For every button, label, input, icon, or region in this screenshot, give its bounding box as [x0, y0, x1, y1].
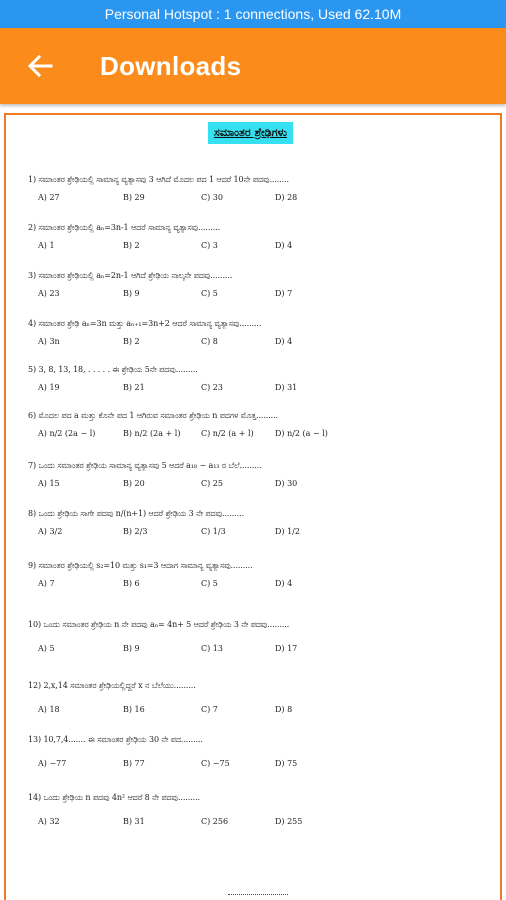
option-b: B) n/2 (2a + l) — [123, 429, 181, 438]
answer-options — [28, 241, 488, 251]
answer-options — [28, 759, 488, 769]
answer-options — [28, 289, 488, 299]
question-item — [28, 271, 488, 299]
app-bar — [0, 28, 506, 104]
option-a: A) 7 — [38, 579, 55, 588]
question-text: 12) 2,x,14 ಸಮಾಂತರ ಶ್ರೇಢಿಯಲ್ಲಿದ್ದರೆ x ನ ಬೆಲೆಯು......... — [28, 681, 196, 690]
option-d: D) 4 — [275, 579, 293, 588]
question-item — [28, 223, 488, 251]
answer-options — [28, 193, 488, 203]
option-b: B) 6 — [123, 579, 140, 588]
option-d: D) n/2 (a − l) — [275, 429, 328, 438]
option-b: B) 2/3 — [123, 527, 148, 536]
option-c: C) 256 — [201, 817, 229, 826]
answer-options — [28, 527, 488, 537]
answer-options — [28, 579, 488, 589]
question-text: 8) ಒಂದು ಶ್ರೇಢಿಯ ಸಾಗೇ ಪದವು n/(n+1) ಆದರೆ ಶ್ರೇಢಿಯ 3 ನೇ ಪದವು......... — [28, 509, 245, 518]
option-a: A) 23 — [38, 289, 60, 298]
option-c: C) 5 — [201, 289, 218, 298]
option-c: C) 1/3 — [201, 527, 226, 536]
question-item — [28, 175, 488, 203]
option-b: B) 77 — [123, 759, 145, 768]
option-b: B) 2 — [123, 241, 140, 250]
question-text: 10) ಒಂದು ಸಮಾಂತರ ಶ್ರೇಢಿಯ n ನೇ ಪದವು aₙ= 4n+ 5 ಆದರೆ ಶ್ರೇಢಿಯ 3 ನೇ ಪದವು......... — [28, 620, 290, 629]
question-text: 13) 10,7,4....... ಈ ಸಮಾಂತರ ಶ್ರೇಢಿಯ 30 ನೇ ಪದ......... — [28, 735, 203, 744]
option-a: A) 5 — [38, 644, 55, 653]
option-c: C) 3 — [201, 241, 218, 250]
question-item — [28, 561, 488, 589]
option-a: A) 15 — [38, 479, 60, 488]
option-b: B) 9 — [123, 644, 140, 653]
option-a: A) 3n — [38, 337, 60, 346]
status-bar-text: Personal Hotspot : 1 connections, Used 62.10M — [104, 6, 402, 22]
option-a: A) 3/2 — [38, 527, 63, 536]
answer-options — [28, 817, 488, 827]
option-a: A) n/2 (2a − l) — [38, 429, 96, 438]
status-bar — [0, 0, 506, 28]
option-d: D) 1/2 — [275, 527, 300, 536]
answer-options — [28, 383, 488, 393]
option-a: A) 19 — [38, 383, 60, 392]
question-item — [28, 681, 488, 715]
document-heading: ಸಮಾಂತರ ಶ್ರೇಢಿಗಳು — [208, 122, 293, 144]
question-item — [28, 735, 488, 769]
option-c: C) n/2 (a + l) — [201, 429, 254, 438]
option-b: B) 2 — [123, 337, 140, 346]
option-c: C) 30 — [201, 193, 223, 202]
document-page[interactable] — [4, 113, 502, 900]
question-item — [28, 793, 488, 827]
option-b: B) 31 — [123, 817, 145, 826]
answer-options — [28, 644, 488, 654]
option-c: C) 5 — [201, 579, 218, 588]
option-b: B) 9 — [123, 289, 140, 298]
option-c: C) 25 — [201, 479, 223, 488]
question-item — [28, 319, 488, 347]
option-d: D) 7 — [275, 289, 293, 298]
option-a: A) −77 — [38, 759, 67, 768]
option-d: D) 28 — [275, 193, 298, 202]
answer-options — [28, 337, 488, 347]
option-d: D) 4 — [275, 337, 293, 346]
option-a: A) 27 — [38, 193, 60, 202]
back-button[interactable] — [0, 28, 80, 104]
question-item — [28, 620, 488, 654]
option-b: B) 20 — [123, 479, 145, 488]
page-title: Downloads — [100, 50, 242, 81]
question-text: 6) ಮೊದಲ ಪದ a ಮತ್ತು ಕೊನೇ ಪದ 1 ಆಗಿರುವ ಸಮಾಂತರ ಶ್ರೇಢಿಯ n ಪದಗಳ ಮೊತ್ತ......... — [28, 411, 279, 420]
option-c: C) 13 — [201, 644, 223, 653]
option-d: D) 17 — [275, 644, 298, 653]
option-d: D) 30 — [275, 479, 298, 488]
question-text: 1) ಸಮಾಂತರ ಶ್ರೇಢಿಯಲ್ಲಿ ಸಾಮಾನ್ಯ ವ್ಯತ್ಯಾಸವು 3 ಆಗಿದೆ ಮೊದಲ ಪದ 1 ಆದರೆ 10ನೇ ಪದವು........ — [28, 175, 289, 184]
question-item — [28, 509, 488, 537]
option-b: B) 29 — [123, 193, 145, 202]
question-item — [28, 365, 488, 393]
option-b: B) 16 — [123, 705, 145, 714]
question-text: 3) ಸಮಾಂತರ ಶ್ರೇಢಿಯಲ್ಲಿ aₙ=2n-1 ಆಗಿದೆ ಶ್ರೇಢಿಯ ನಾಲ್ಕನೇ ಪದವು......... — [28, 271, 233, 280]
question-text: 4) ಸಮಾಂತರ ಶ್ರೇಢಿ aₙ=3n ಮತ್ತು aₙ₊₁=3n+2 ಆದರೆ ಸಾಮಾನ್ಯ ವ್ಯತ್ಯಾಸವು......... — [28, 319, 262, 328]
question-text: 7) ಒಂದು ಸಮಾಂತರ ಶ್ರೇಢಿಯ ಸಾಮಾನ್ಯ ವ್ಯತ್ಯಾಸವು 5 ಆದರೆ a₁₈ − a₁₃ ರ ಬೆಲೆ......... — [28, 461, 262, 470]
question-text: 5) 3, 8, 13, 18, . . . . . ಈ ಶ್ರೇಢಿಯ 5ನೇ ಪದವು......... — [28, 365, 198, 374]
option-c: C) −75 — [201, 759, 230, 768]
option-d: D) 75 — [275, 759, 298, 768]
option-d: D) 255 — [275, 817, 303, 826]
option-c: C) 7 — [201, 705, 218, 714]
option-b: B) 21 — [123, 383, 145, 392]
question-item — [28, 411, 488, 439]
answer-options — [28, 429, 488, 439]
arrow-left-icon — [27, 54, 53, 78]
option-d: D) 4 — [275, 241, 293, 250]
option-c: C) 8 — [201, 337, 218, 346]
question-text: 14) ಒಂದು ಶ್ರೇಢಿಯ n ಪದವು 4n² ಆದರೆ 8 ನೇ ಪದವು......... — [28, 793, 200, 802]
question-item — [28, 461, 488, 489]
option-d: D) 8 — [275, 705, 293, 714]
page-footer-mark — [228, 894, 288, 896]
option-d: D) 31 — [275, 383, 298, 392]
question-text: 2) ಸಮಾಂತರ ಶ್ರೇಢಿಯಲ್ಲಿ aₙ=3n-1 ಆದರೆ ಸಾಮಾನ್ಯ ವ್ಯತ್ಯಾಸವು......... — [28, 223, 221, 232]
question-text: 9) ಸಮಾಂತರ ಶ್ರೇಢಿಯಲ್ಲಿ s₂=10 ಮತ್ತು s₁=3 ಆದಾಗ ಸಾಮಾನ್ಯ ವ್ಯತ್ಯಾಸವು......... — [28, 561, 253, 570]
option-a: A) 18 — [38, 705, 60, 714]
answer-options — [28, 479, 488, 489]
option-c: C) 23 — [201, 383, 223, 392]
option-a: A) 1 — [38, 241, 55, 250]
option-a: A) 32 — [38, 817, 60, 826]
answer-options — [28, 705, 488, 715]
